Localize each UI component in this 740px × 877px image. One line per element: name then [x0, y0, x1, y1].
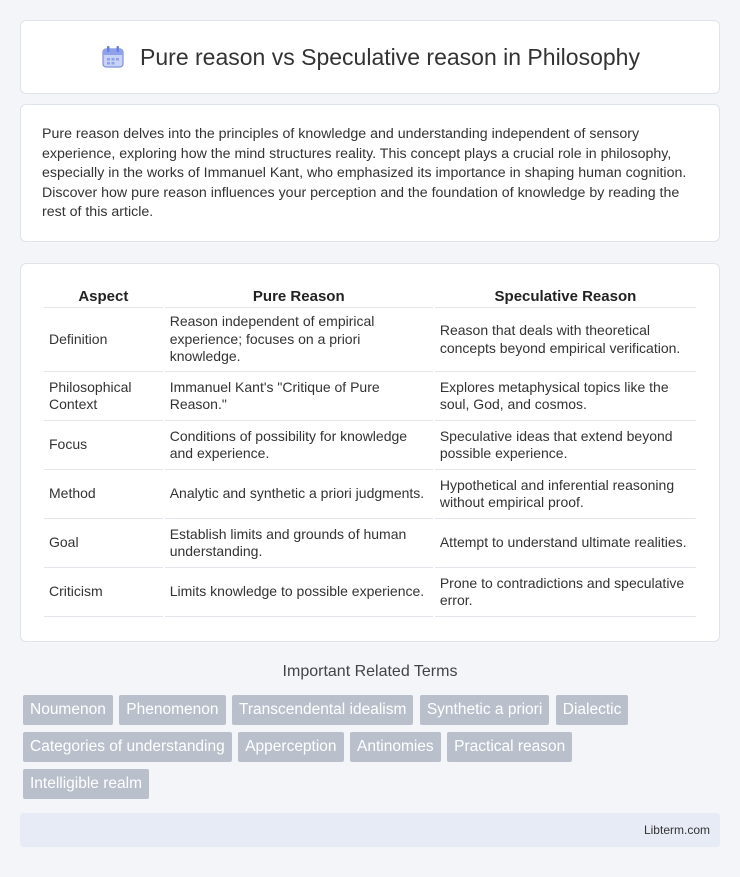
- related-term-tag[interactable]: Phenomenon: [119, 695, 225, 725]
- pure-reason-cell: Conditions of possibility for knowledge and experience.: [165, 421, 433, 470]
- table-row: [44, 568, 696, 617]
- footer: [20, 813, 720, 847]
- column-header: Pure Reason: [165, 284, 433, 308]
- related-terms-heading: Important Related Terms: [282, 663, 458, 680]
- pure-reason-cell: Establish limits and grounds of human understanding.: [165, 519, 433, 568]
- pure-reason-cell: Limits knowledge to possible experience.: [165, 568, 433, 617]
- speculative-reason-cell: Attempt to understand ultimate realities.: [435, 519, 696, 568]
- page-title: Pure reason vs Speculative reason in Philosophy: [140, 43, 640, 70]
- related-term-tag[interactable]: Noumenon: [23, 695, 113, 725]
- speculative-reason-cell: Explores metaphysical topics like the soul, God, and cosmos.: [435, 372, 696, 421]
- related-term-tag[interactable]: Synthetic a priori: [420, 695, 549, 725]
- calendar-icon: [100, 44, 126, 70]
- column-header: Aspect: [44, 284, 163, 308]
- aspect-cell: Philosophical Context: [44, 372, 163, 421]
- intro-text: Pure reason delves into the principles of knowledge and understanding independent of sensory experience, exploring how the mind structures reality. This concept plays a crucial role in philosophy, especially in the works of Immanuel Kant, who emphasized its importance in shaping human cognition. Discover how pure reason influences your perception and the foundation of knowledge by reading the rest of this article.: [42, 126, 687, 220]
- aspect-cell: Focus: [44, 421, 163, 470]
- related-term-tag[interactable]: Categories of understanding: [23, 732, 232, 762]
- table-row: [44, 421, 696, 470]
- speculative-reason-cell: Reason that deals with theoretical concepts beyond empirical verification.: [435, 308, 696, 372]
- related-term-tag[interactable]: Intelligible realm: [23, 769, 149, 799]
- table-row: [44, 519, 696, 568]
- speculative-reason-cell: Speculative ideas that extend beyond possible experience.: [435, 421, 696, 470]
- table-row: [44, 372, 696, 421]
- related-term-tag[interactable]: Apperception: [238, 732, 343, 762]
- table-header-row: [44, 284, 696, 308]
- pure-reason-cell: Analytic and synthetic a priori judgments.: [165, 470, 433, 519]
- intro-card: [20, 104, 720, 242]
- aspect-cell: Method: [44, 470, 163, 519]
- pure-reason-cell: Reason independent of empirical experience; focuses on a priori knowledge.: [165, 308, 433, 372]
- title-card: [20, 20, 720, 94]
- related-term-tag[interactable]: Antinomies: [350, 732, 441, 762]
- speculative-reason-cell: Hypothetical and inferential reasoning without empirical proof.: [435, 470, 696, 519]
- aspect-cell: Goal: [44, 519, 163, 568]
- pure-reason-cell: Immanuel Kant's "Critique of Pure Reason.": [165, 372, 433, 421]
- related-term-tag[interactable]: Transcendental idealism: [232, 695, 413, 725]
- table-row: [44, 470, 696, 519]
- speculative-reason-cell: Prone to contradictions and speculative error.: [435, 568, 696, 617]
- column-header: Speculative Reason: [435, 284, 696, 308]
- table-row: [44, 308, 696, 372]
- aspect-cell: Definition: [44, 308, 163, 372]
- site-link[interactable]: Libterm.com: [643, 823, 710, 837]
- related-term-tag[interactable]: Practical reason: [447, 732, 572, 762]
- comparison-table: [42, 284, 698, 617]
- related-terms-list: [23, 695, 723, 806]
- aspect-cell: Criticism: [44, 568, 163, 617]
- related-term-tag[interactable]: Dialectic: [556, 695, 629, 725]
- comparison-table-card: [20, 263, 720, 642]
